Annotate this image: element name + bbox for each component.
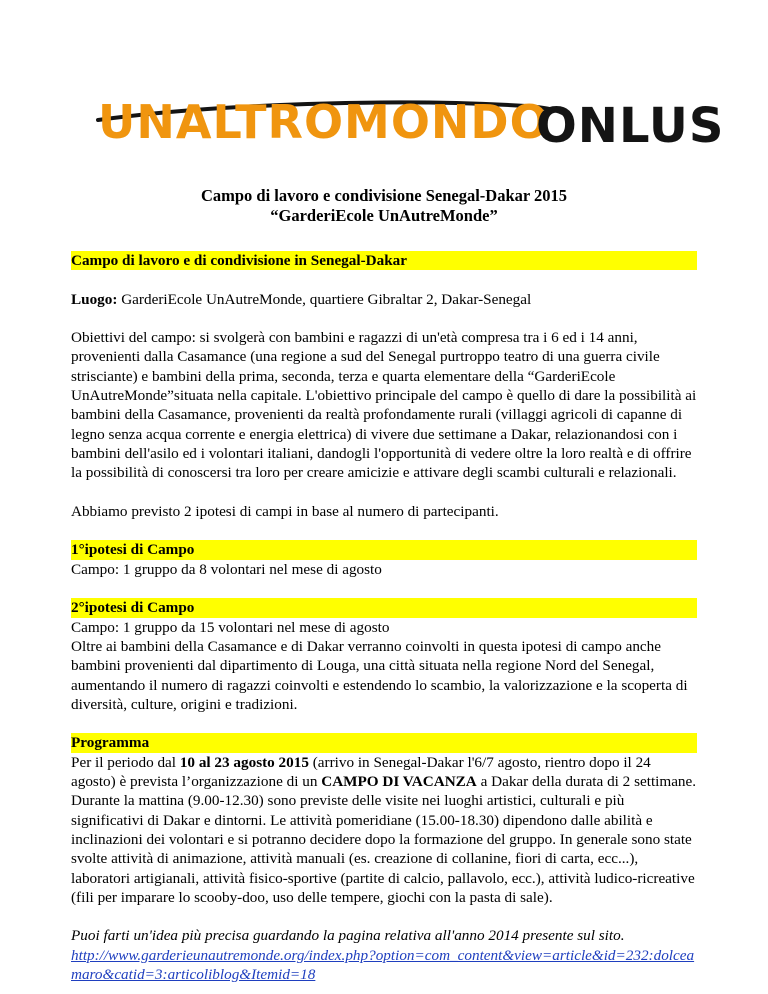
programma-text-e: a Dakar della durata di 2 settimane. Durante la mattina (9.00-12.30) sono previste delle visite nei luoghi artistici, culturali e più significativi di Dakar e dintorni. Le attività pomeridiane (15.00-18.30) dipendono dalle abilità e inclinazioni dei volontari e si potranno decidere dopo la formazione del gruppo. In generale sono state svolte attività di animazione, attività manuali (es. creazione di collanine, fiori di carta, ecc...), laboratori artigianali, attività fisico-sportive (partite di calcio, pallavolo, ecc.), attività ludico-ricreative (fili per imparare lo scooby-doo, uso delle tempere, giochi con la pasta di sale). xyxy=(71,773,697,906)
website-note: Puoi farti un'idea più precisa guardando la pagina relativa all'anno 2014 presente sul sito. xyxy=(71,927,625,945)
ipotesi-2-text: Campo: 1 gruppo da 15 volontari nel mese di agosto xyxy=(71,618,390,636)
section-heading-campo: Campo di lavoro e di condivisione in Senegal-Dakar xyxy=(71,251,697,270)
programma-dates: 10 al 23 agosto 2015 xyxy=(179,753,309,771)
unaltromondo-onlus-logo xyxy=(96,86,725,156)
section-heading-programma: Programma xyxy=(71,733,697,752)
programma-campo-vacanza: CAMPO DI VACANZA xyxy=(321,773,477,791)
luogo-label: Luogo: xyxy=(71,290,118,308)
ipotesi-intro: Abbiamo previsto 2 ipotesi di campi in base al numero di partecipanti. xyxy=(71,502,499,520)
luogo-paragraph xyxy=(71,290,697,309)
programma-paragraph xyxy=(71,753,697,907)
document-title: Campo di lavoro e condivisione Senegal-Dakar 2015 xyxy=(200,186,568,205)
logo-text-unaltromondo: UNALTROMONDO xyxy=(98,95,550,149)
document-subtitle: “GarderiEcole UnAutreMonde” xyxy=(270,206,498,225)
logo-text-onlus: ONLUS xyxy=(536,98,725,154)
section-heading-ipotesi-1: 1°ipotesi di Campo xyxy=(71,540,697,559)
document-body xyxy=(71,251,697,984)
programma-text-a: Per il periodo dal xyxy=(71,753,180,771)
ipotesi-2-detail: Oltre ai bambini della Casamance e di Dakar verranno coinvolti in questa ipotesi di campo anche bambini provenienti dal dipartimento di Louga, una città situata nella regione Nord del Senegal, aumentando il numero di ragazzi coinvolti e estendendo lo scambio, la valorizzazione e la scoperta di diversità, culture, origini e tradizioni. xyxy=(71,637,688,713)
obiettivi-paragraph: Obiettivi del campo: si svolgerà con bambini e ragazzi di un'età compresa tra i 6 ed i 14 anni, provenienti dalla Casamance (una regione a sud del Senegal purtroppo teatro di una guerra civile strisciante) e bambini della prima, seconda, terza e quarta elementare della “GarderiEcole UnAutreMonde”situata nella capitale. L'obiettivo principale del campo è quello di dare la possibilità ai bambini della Casamance, provenienti da realtà profondamente rurali (villaggi agricoli di capanne di legno senza acqua corrente e energia elettrica) di vivere due settimane a Dakar, relazionandosi con i bambini dell'asilo ed i volontari italiani, dandogli l'opportunità di vedere oltre la loro realtà e di offrire la possibilità di conoscersi tra loro per creare amicizie e attivare degli scambi culturali e relazionali. xyxy=(71,329,697,482)
section-heading-ipotesi-2: 2°ipotesi di Campo xyxy=(71,598,697,617)
programma-text-c: (arrivo in Senegal-Dakar l'6/7 agosto, rientro dopo il 24 agosto) è prevista l’organizzazione di un xyxy=(71,753,651,791)
luogo-text: GarderiEcole UnAutreMonde, quartiere Gibraltar 2, Dakar-Senegal xyxy=(117,290,532,308)
ipotesi-1-text: Campo: 1 gruppo da 8 volontari nel mese di agosto xyxy=(71,560,382,578)
website-link[interactable]: http://www.garderieunautremonde.org/index.php?option=com_content&view=article&id=232:dolceamaro&catid=3:articoliblog&Itemid=18 xyxy=(71,946,695,983)
